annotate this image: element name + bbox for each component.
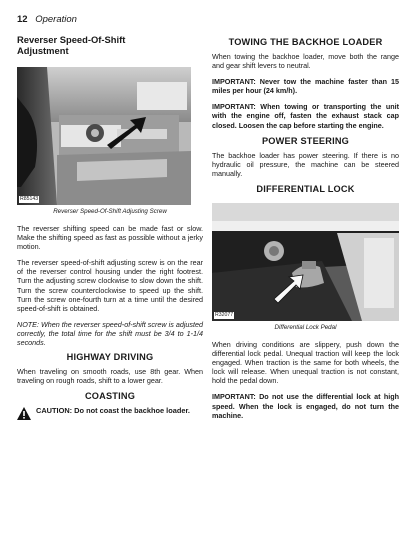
- differential-lock-text: When driving conditions are slippery, push down the differential lock pedal. Unequal traction will keep the lock engaged. When traction is the same for both wheels, the lock will release. When unequal traction is not constant, hold the pedal down.: [212, 339, 399, 386]
- reverser-paragraph-2: The reverser speed-of-shift adjusting screw is on the rear of the reverser control housing under the right footrest. Turn the adjusting screw clockwise to slow down the shift. Turn the screw counterclockwise to speed up the shift. Turn the screw one-fourth turn at a time until the desired speed-of-shift is obtained.: [17, 258, 203, 313]
- reverser-paragraph-1: The reverser shifting speed can be made fast or slow. Make the shifting speed as fast as possible without a jerky motion.: [17, 224, 203, 252]
- reverser-photo-code: R85143: [20, 196, 39, 202]
- power-steering-text: The backhoe loader has power steering. If there is no hydraulic oil pressure, the machine can be steered manually.: [212, 150, 399, 178]
- page-header: [17, 14, 77, 25]
- highway-driving-heading: HIGHWAY DRIVING: [66, 352, 154, 363]
- towing-heading: TOWING THE BACKHOE LOADER: [228, 37, 383, 47]
- power-steering-heading: POWER STEERING: [261, 135, 350, 146]
- page-number: 12: [17, 14, 28, 25]
- coasting-caution: [17, 406, 203, 425]
- reverser-heading-line2: Adjustment: [17, 45, 69, 56]
- highway-driving-text: When traveling on smooth roads, use 8th gear. When traveling on rough roads, shift to a lower gear.: [17, 367, 203, 386]
- differential-photo-caption: Differential Lock Pedal: [274, 323, 337, 331]
- reverser-heading: [17, 34, 203, 56]
- differential-photo-code: R32077: [215, 311, 234, 318]
- reverser-note: NOTE: When the reverser speed-of-shift screw is adjusted correctly, the total time for the shift must be 3/4 to 1-1/4 seconds.: [17, 319, 203, 348]
- differential-lock-heading: DIFFERENTIAL LOCK: [256, 183, 355, 194]
- reverser-screw-photo: [17, 67, 191, 205]
- differential-lock-photo: [212, 203, 399, 321]
- reverser-photo-caption: Reverser Speed-Of-Shift Adjusting Screw: [53, 208, 167, 215]
- towing-important-exhaust: IMPORTANT: When towing or transporting the unit with the engine off, fasten the exhaust stack cap closed. Loosen the cap before starting the engine.: [212, 102, 399, 130]
- warning-icon: [17, 407, 31, 425]
- coasting-heading: COASTING: [84, 391, 136, 402]
- towing-important-speed: IMPORTANT: Never tow the machine faster than 15 miles per hour (24 km/h).: [212, 77, 399, 96]
- towing-text: When towing the backhoe loader, move both the range and gear shift levers to neutral.: [212, 52, 399, 71]
- left-column: [17, 34, 203, 425]
- right-column: [212, 34, 399, 420]
- differential-important: IMPORTANT: Do not use the differential lock at high speed. When the lock is engaged, do not turn the machine.: [212, 392, 399, 420]
- reverser-heading-line1: Reverser Speed-Of-Shift: [17, 34, 126, 45]
- section-title: Operation: [35, 14, 77, 25]
- coasting-caution-text: CAUTION: Do not coast the backhoe loader.: [36, 406, 190, 416]
